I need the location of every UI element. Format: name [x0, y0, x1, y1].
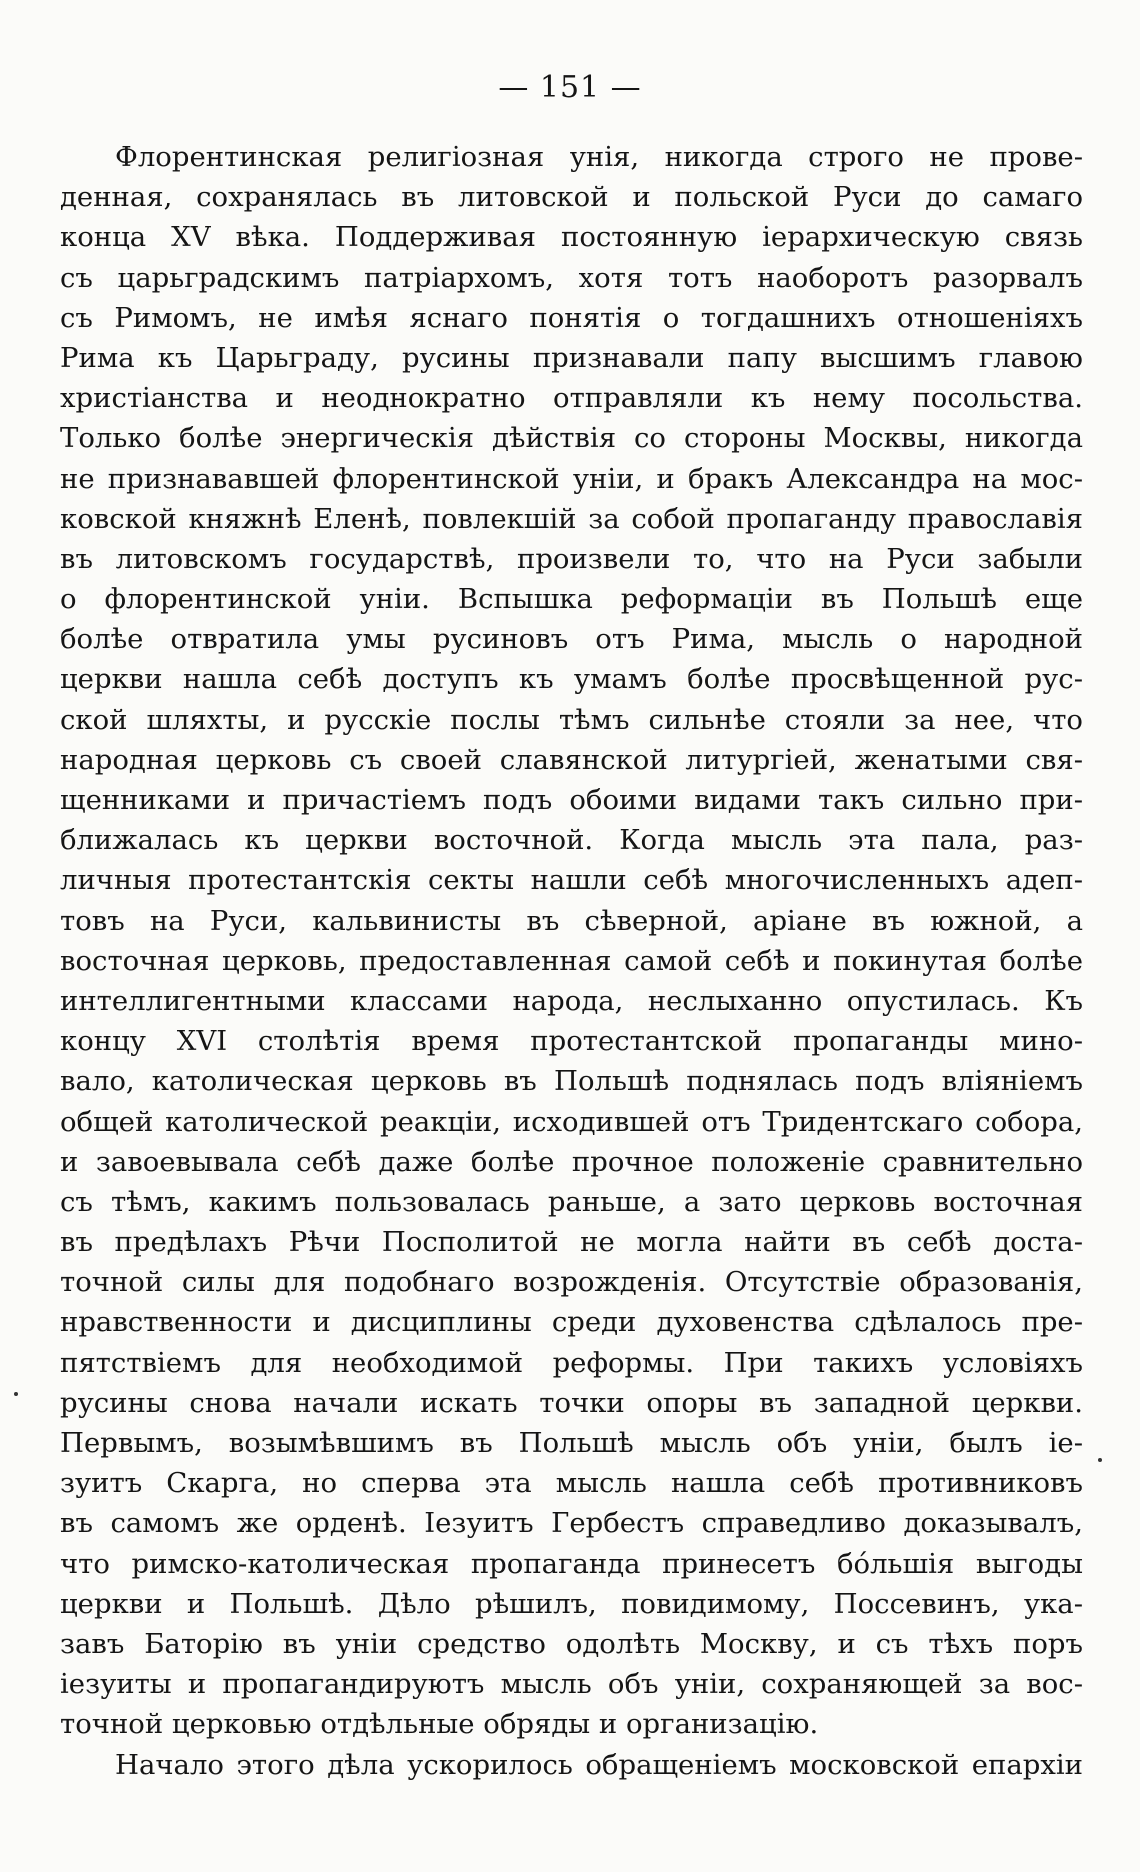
- text-line: восточная церковь, предоставленная самой себѣ и покинутая болѣе: [60, 944, 1083, 977]
- text-line: народная церковь съ своей славянской литургіей, женатыми свя-: [60, 743, 1083, 776]
- text-line: о флорентинской уніи. Вспышка реформаціи въ Польшѣ еще: [60, 583, 1083, 616]
- text-line: точной церковью отдѣльные обряды и организацію.: [60, 1708, 819, 1741]
- text-line: товъ на Руси, кальвинисты въ сѣверной, аріане въ южной, а: [60, 904, 1083, 937]
- print-speck: [1098, 1458, 1102, 1462]
- text-line: завъ Баторію въ уніи средство одолѣть Москву, и съ тѣхъ поръ: [60, 1627, 1083, 1660]
- text-line: іезуиты и пропагандируютъ мысль объ уніи, сохраняющей за вос-: [60, 1668, 1083, 1701]
- text-line: ковской княжнѣ Еленѣ, повлекшій за собой пропаганду православія: [60, 502, 1083, 535]
- text-line: Рима къ Царьграду, русины признавали папу высшимъ главою: [60, 341, 1083, 374]
- text-line: въ литовскомъ государствѣ, произвели то, что на Руси забыли: [60, 542, 1083, 575]
- text-line: и завоевывала себѣ даже болѣе прочное положеніе сравнительно: [60, 1145, 1083, 1178]
- body-text: [60, 137, 1083, 1785]
- text-line: пятствіемъ для необходимой реформы. При такихъ условіяхъ: [60, 1346, 1083, 1379]
- text-line: христіанства и неоднократно отправляли къ нему посольства.: [60, 382, 1083, 415]
- text-line: конца XV вѣка. Поддерживая постоянную іерархическую связь: [60, 221, 1083, 254]
- text-line: русины снова начали искать точки опоры въ западной церкви.: [60, 1386, 1083, 1419]
- text-line: въ предѣлахъ Рѣчи Посполитой не могла найти въ себѣ доста-: [60, 1226, 1083, 1259]
- text-line: щенниками и причастіемъ подъ обоими видами такъ сильно при-: [60, 784, 1083, 816]
- text-line: церкви и Польшѣ. Дѣло рѣшилъ, повидимому, Поссевинъ, ука-: [60, 1587, 1083, 1620]
- text-line: общей католической реакціи, исходившей отъ Тридентскаго собора,: [60, 1105, 1083, 1138]
- text-line: болѣе отвратила умы русиновъ отъ Рима, мысль о народной: [60, 623, 1083, 656]
- text-line: личныя протестантскія секты нашли себѣ многочисленныхъ адеп-: [60, 864, 1083, 897]
- text-line: въ самомъ же орденѣ. Іезуитъ Гербестъ справедливо доказывалъ,: [60, 1507, 1083, 1540]
- text-line: Начало этого дѣла ускорилось обращеніемъ московской епархіи: [115, 1748, 1083, 1781]
- text-line: зуитъ Скарга, но сперва эта мысль нашла себѣ противниковъ: [60, 1467, 1083, 1500]
- text-line: нравственности и дисциплины среди духовенства сдѣлалось пре-: [60, 1306, 1083, 1339]
- text-line: ской шляхты, и русскіе послы тѣмъ сильнѣе стояли за нее, что: [60, 703, 1083, 736]
- text-line: ближалась къ церкви восточной. Когда мысль эта пала, раз-: [60, 824, 1083, 857]
- text-line: что римско-католическая пропаганда принесетъ бóльшія выгоды: [60, 1547, 1083, 1580]
- text-line: денная, сохранялась въ литовской и польской Руси до самаго: [60, 181, 1083, 214]
- text-line: Первымъ, возымѣвшимъ въ Польшѣ мысль объ уніи, былъ іе-: [60, 1427, 1083, 1459]
- text-line: съ Римомъ, не имѣя яснаго понятія о тогдашнихъ отношеніяхъ: [60, 301, 1083, 334]
- text-line: интеллигентными классами народа, неслыханно опустилась. Къ: [60, 984, 1083, 1017]
- text-line: съ тѣмъ, какимъ пользовалась раньше, а зато церковь восточная: [60, 1185, 1083, 1218]
- text-line: Только болѣе энергическія дѣйствія со стороны Москвы, никогда: [60, 422, 1083, 455]
- text-line: церкви нашла себѣ доступъ къ умамъ болѣе просвѣщенной рус-: [60, 663, 1083, 696]
- text-line: съ царьградскимъ патріархомъ, хотя тотъ наоборотъ разорвалъ: [60, 261, 1083, 294]
- text-line: не признававшей флорентинской уніи, и бракъ Александра на мос-: [60, 462, 1083, 495]
- page-number: — 151 —: [498, 70, 642, 105]
- text-line: концу XVI столѣтія время протестантской пропаганды мино-: [60, 1025, 1083, 1058]
- print-speck: [14, 1392, 18, 1396]
- text-line: Флорентинская религіозная унія, никогда строго не прове-: [115, 141, 1083, 173]
- text-line: вало, католическая церковь въ Польшѣ поднялась подъ вліяніемъ: [60, 1065, 1083, 1098]
- text-line: точной силы для подобнаго возрожденія. Отсутствіе образованія,: [60, 1266, 1083, 1299]
